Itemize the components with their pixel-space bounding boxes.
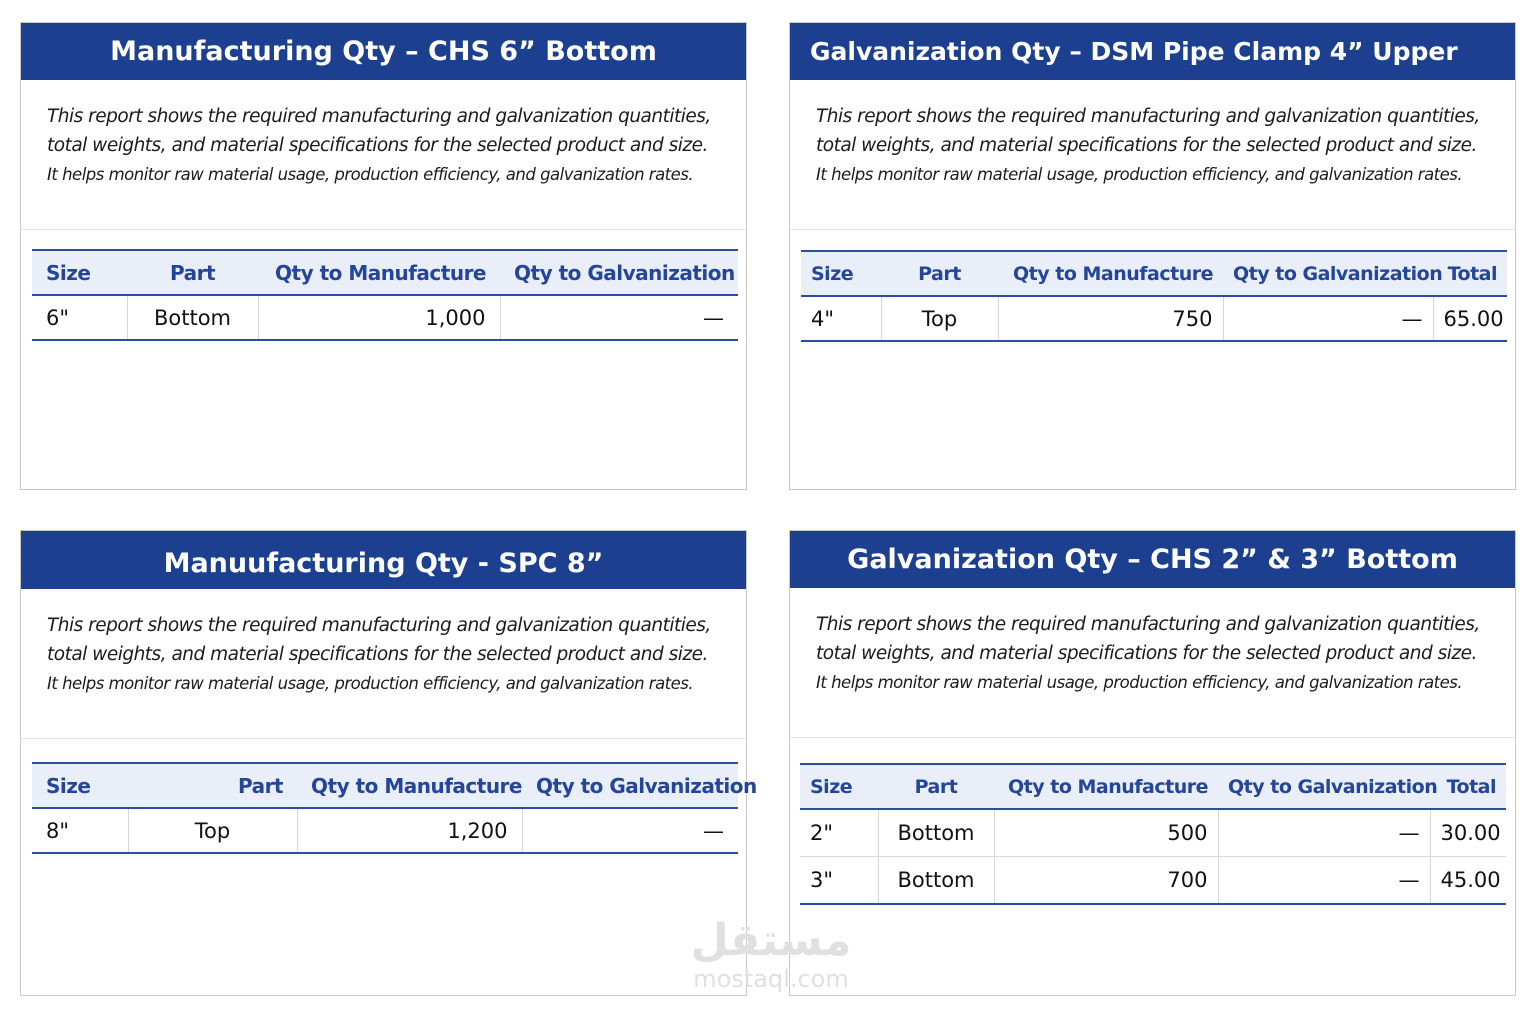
column-header-total[interactable]: Total bbox=[1447, 262, 1497, 285]
card-title: Galvanization Qty – DSM Pipe Clamp 4” Upper bbox=[790, 23, 1515, 80]
description-line-1: This report shows the required manufacturing and galvanization quantities, bbox=[47, 615, 711, 636]
description-line-2: total weights, and material specifications for the selected product and size. bbox=[47, 135, 708, 156]
report-card-chs-2-3-bottom bbox=[789, 530, 1516, 996]
report-card-dsm-pipe-clamp-4-upper bbox=[789, 22, 1516, 490]
quantity-table bbox=[801, 250, 1507, 342]
cell-size: 3" bbox=[800, 857, 878, 905]
column-header-total[interactable]: Total bbox=[1446, 775, 1496, 798]
card-description bbox=[790, 588, 1515, 738]
description-line-1: This report shows the required manufacturing and galvanization quantities, bbox=[816, 106, 1480, 127]
quantity-table bbox=[800, 763, 1506, 905]
column-header-qty-galvanization[interactable]: Qty to Galvanization bbox=[1233, 262, 1443, 285]
cell-qty-galvanization: — bbox=[1218, 857, 1430, 905]
quantity-table bbox=[32, 249, 738, 341]
table-row[interactable] bbox=[800, 857, 1506, 905]
column-header-qty-manufacture[interactable]: Qty to Manufacture bbox=[1013, 262, 1213, 285]
table-row[interactable] bbox=[801, 296, 1507, 341]
cell-qty-galvanization: — bbox=[1223, 296, 1433, 341]
cell-part: Top bbox=[128, 808, 297, 853]
description-line-2: total weights, and material specifications for the selected product and size. bbox=[816, 135, 1477, 156]
column-header-qty-manufacture[interactable]: Qty to Manufacture bbox=[311, 773, 522, 798]
cell-qty-manufacture: 1,200 bbox=[297, 808, 522, 853]
description-line-3: It helps monitor raw material usage, production efficiency, and galvanization rates. bbox=[816, 165, 1463, 184]
cell-qty-manufacture: 700 bbox=[994, 857, 1218, 905]
cell-size: 4" bbox=[801, 296, 881, 341]
table-header-row bbox=[32, 250, 738, 295]
cell-qty-manufacture: 500 bbox=[994, 809, 1218, 857]
cell-size: 2" bbox=[800, 809, 878, 857]
cell-part: Top bbox=[881, 296, 998, 341]
cell-qty-galvanization: — bbox=[703, 818, 724, 843]
watermark-latin: mostaql.com bbox=[693, 965, 849, 993]
watermark-arabic: مستقل bbox=[690, 915, 852, 966]
quantity-table bbox=[32, 762, 757, 854]
column-header-qty-galvanization[interactable]: Qty to Galvanization bbox=[536, 773, 757, 798]
description-line-3: It helps monitor raw material usage, production efficiency, and galvanization rates. bbox=[816, 673, 1463, 692]
cell-qty-manufacture: 1,000 bbox=[258, 295, 500, 340]
report-card-spc-8 bbox=[20, 530, 757, 996]
table-header-row bbox=[800, 764, 1506, 809]
cell-qty-galvanization: — bbox=[1218, 809, 1430, 857]
cell-size: 6" bbox=[32, 295, 127, 340]
cell-total: 65.00 bbox=[1443, 306, 1504, 331]
column-header-size[interactable]: Size bbox=[810, 775, 853, 798]
cell-qty-manufacture: 750 bbox=[998, 296, 1223, 341]
card-description bbox=[21, 589, 746, 739]
cell-qty-galvanization: — bbox=[703, 305, 724, 330]
report-card-chs-6-bottom bbox=[20, 22, 747, 490]
table-row[interactable] bbox=[32, 295, 738, 340]
description-line-1: This report shows the required manufacturing and galvanization quantities, bbox=[47, 106, 711, 127]
column-header-size[interactable]: Size bbox=[46, 773, 91, 798]
table-row[interactable] bbox=[32, 808, 738, 853]
column-header-qty-galvanization[interactable]: Qty to Galvanization bbox=[1228, 775, 1438, 798]
card-description bbox=[21, 80, 746, 230]
cell-total: 30.00 bbox=[1440, 821, 1501, 845]
table-row[interactable] bbox=[800, 809, 1506, 857]
card-description bbox=[790, 80, 1515, 230]
description-line-1: This report shows the required manufacturing and galvanization quantities, bbox=[816, 614, 1480, 635]
column-header-size[interactable]: Size bbox=[811, 262, 854, 285]
column-header-qty-manufacture[interactable]: Qty to Manufacture bbox=[275, 260, 486, 285]
column-header-size[interactable]: Size bbox=[46, 260, 91, 285]
column-header-part[interactable]: Part bbox=[914, 775, 958, 798]
card-title: Manufacturing Qty – CHS 6” Bottom bbox=[21, 23, 746, 80]
description-line-2: total weights, and material specifications for the selected product and size. bbox=[816, 643, 1477, 664]
table-header-row bbox=[32, 763, 738, 808]
column-header-part[interactable]: Part bbox=[237, 773, 283, 798]
column-header-part[interactable]: Part bbox=[169, 260, 216, 285]
description-line-3: It helps monitor raw material usage, production efficiency, and galvanization rates. bbox=[47, 165, 694, 184]
cell-part: Bottom bbox=[878, 857, 994, 905]
cell-size: 8" bbox=[32, 808, 128, 853]
column-header-part[interactable]: Part bbox=[918, 262, 961, 285]
table-header-row bbox=[801, 251, 1507, 296]
cell-total: 45.00 bbox=[1440, 868, 1501, 892]
cell-part: Bottom bbox=[127, 295, 258, 340]
cell-part: Bottom bbox=[878, 809, 994, 857]
card-title: Galvanization Qty – CHS 2” & 3” Bottom bbox=[790, 531, 1515, 588]
description-line-2: total weights, and material specifications for the selected product and size. bbox=[47, 644, 708, 665]
column-header-qty-manufacture[interactable]: Qty to Manufacture bbox=[1008, 775, 1208, 798]
column-header-qty-galvanization[interactable]: Qty to Galvanization bbox=[514, 260, 735, 285]
card-title: Manuufacturing Qty - SPC 8” bbox=[21, 531, 746, 589]
description-line-3: It helps monitor raw material usage, production efficiency, and galvanization rates. bbox=[47, 674, 694, 693]
